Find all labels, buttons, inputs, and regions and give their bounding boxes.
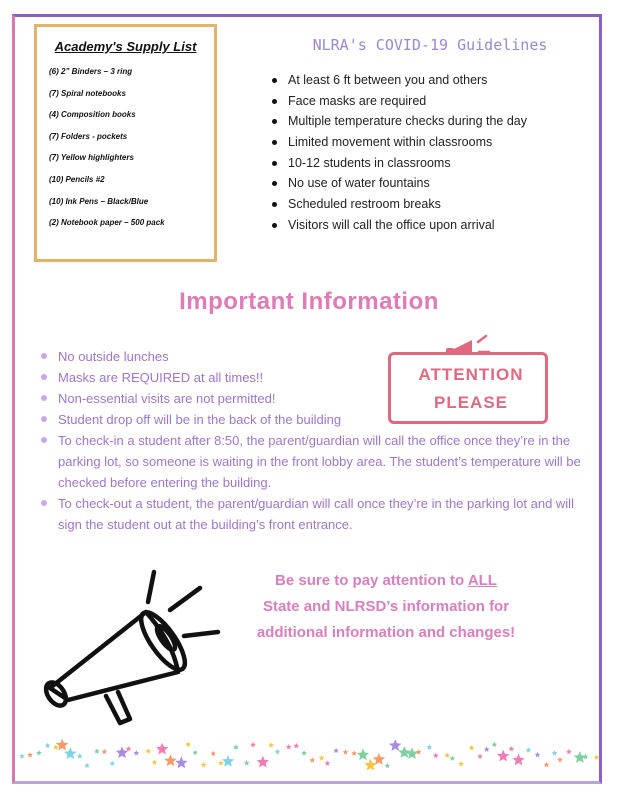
star-decoration xyxy=(373,753,385,765)
supply-item: (7) Spiral notebooks xyxy=(49,88,126,98)
star-decoration xyxy=(84,763,90,768)
star-decoration xyxy=(509,746,515,751)
supply-item: (6) 2” Binders – 3 ring xyxy=(49,67,133,76)
star-decoration xyxy=(497,750,509,762)
star-decoration xyxy=(250,742,256,747)
star-decoration xyxy=(102,749,108,754)
star-decoration xyxy=(175,756,187,768)
guideline-item: At least 6 ft between you and others xyxy=(272,70,527,91)
star-decoration xyxy=(286,744,292,749)
star-decoration xyxy=(201,762,207,768)
star-decoration xyxy=(526,747,532,753)
star-decoration xyxy=(385,763,391,768)
star-decoration xyxy=(53,745,59,750)
important-information-list xyxy=(38,346,588,535)
star-decoration xyxy=(27,752,33,758)
attention-line-1: ATTENTION xyxy=(418,365,524,384)
star-decoration xyxy=(477,754,483,759)
star-decoration xyxy=(210,751,216,756)
supply-list xyxy=(37,66,214,239)
closing-emphasis: ALL xyxy=(467,572,497,589)
star-decoration xyxy=(152,759,158,765)
star-decoration xyxy=(146,748,152,754)
star-decoration xyxy=(594,754,600,759)
star-decoration xyxy=(275,749,281,755)
star-decoration xyxy=(492,742,498,747)
supply-item: (10) Pencils #2 xyxy=(49,174,105,184)
supply-item: (2) Notebook paper – 500 pack xyxy=(49,218,165,228)
star-decoration xyxy=(427,744,433,749)
star-decoration xyxy=(64,747,76,759)
closing-part-1: Be sure to pay attention to xyxy=(275,572,468,589)
info-item: Non-essential visits are not permitted! xyxy=(38,388,388,409)
star-decoration xyxy=(535,752,541,758)
star-decoration xyxy=(364,759,376,771)
guideline-item: Limited movement within classrooms xyxy=(272,132,527,153)
star-decoration xyxy=(301,750,307,755)
star-decoration xyxy=(544,762,550,767)
covid-guidelines-list xyxy=(272,70,527,236)
star-decoration xyxy=(185,742,191,748)
info-item: No outside lunches xyxy=(38,346,388,367)
star-decoration xyxy=(294,743,300,748)
info-item: To check-in a student after 8:50, the parent/guardian will call the office once they’re in the parking lot, so someone is waiting in the front lobby area. The student’s temperature will be checked before entering the building. xyxy=(38,430,588,493)
star-decoration xyxy=(469,745,475,751)
star-decoration xyxy=(45,743,51,748)
star-decoration xyxy=(583,754,589,759)
star-decoration xyxy=(77,753,83,758)
info-item: Masks are REQUIRED at all times!! xyxy=(38,367,388,388)
star-decoration xyxy=(552,750,558,755)
star-decoration xyxy=(257,756,269,768)
star-decoration xyxy=(164,754,176,766)
guideline-item: Scheduled restroom breaks xyxy=(272,194,527,215)
supply-item: (7) Folders - pockets xyxy=(49,131,128,141)
star-decoration xyxy=(19,753,25,759)
star-decoration xyxy=(233,744,239,749)
guideline-item: 10-12 students in classrooms xyxy=(272,153,527,174)
star-decoration xyxy=(458,761,464,766)
star-border-decoration xyxy=(14,736,602,772)
star-decoration xyxy=(94,748,100,753)
star-decoration xyxy=(416,749,422,754)
star-decoration xyxy=(484,747,490,752)
info-item: To check-out a student, the parent/guardian will call once they’re in the parking lot and will sign the student out at the building’s front entrance. xyxy=(38,493,588,535)
star-decoration xyxy=(433,753,439,758)
star-decoration xyxy=(325,760,331,765)
star-decoration xyxy=(343,749,349,754)
star-decoration xyxy=(319,755,325,760)
supply-list-title: Academy's Supply List xyxy=(54,39,197,54)
supply-item: (10) Ink Pens – Black/Blue xyxy=(49,196,149,206)
supply-list-box xyxy=(34,24,217,262)
attention-line-2: PLEASE xyxy=(433,393,509,412)
star-decoration xyxy=(357,749,369,761)
guideline-item: No use of water fountains xyxy=(272,173,527,194)
star-decoration xyxy=(557,757,563,763)
megaphone-illustration xyxy=(28,568,228,736)
star-decoration xyxy=(109,761,115,766)
info-item: Student drop off will be in the back of the building xyxy=(38,409,418,430)
star-decoration xyxy=(566,749,572,754)
star-decoration xyxy=(512,754,524,766)
star-decoration xyxy=(126,746,132,752)
supply-item: (4) Composition books xyxy=(49,110,136,120)
important-information-title: Important Information xyxy=(179,288,439,315)
star-decoration xyxy=(192,750,198,755)
star-decoration xyxy=(351,750,357,755)
star-decoration xyxy=(450,756,456,761)
star-decoration xyxy=(222,755,234,767)
star-decoration xyxy=(56,739,68,751)
star-decoration xyxy=(244,760,250,766)
star-decoration xyxy=(134,750,140,755)
star-decoration xyxy=(310,757,316,762)
star-decoration xyxy=(218,760,224,765)
star-decoration xyxy=(268,742,274,748)
closing-part-2: State and NLRSD’s information for additional information and changes! xyxy=(256,598,516,641)
guideline-item: Multiple temperature checks during the day xyxy=(272,111,527,132)
star-decoration xyxy=(333,748,339,753)
supply-item: (7) Yellow highlighters xyxy=(49,153,134,163)
star-decoration xyxy=(36,750,42,756)
star-decoration xyxy=(389,739,401,751)
star-decoration xyxy=(156,743,168,755)
guideline-item: Visitors will call the office upon arrival xyxy=(272,215,527,236)
guideline-item: Face masks are required xyxy=(272,91,527,112)
covid-guidelines-title: NLRA's COVID-19 Guidelines xyxy=(312,36,548,54)
star-decoration xyxy=(444,752,450,757)
closing-message xyxy=(236,568,536,646)
